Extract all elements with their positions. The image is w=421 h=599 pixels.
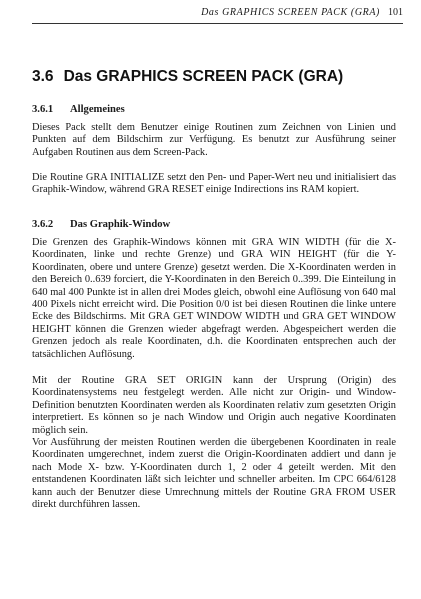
paragraph: Die Routine GRA INITIALIZE setzt den Pen- und Paper-Wert neu und initialisiert das Graphik-Window, während GRA RESET einige Indirections ins RAM kopiert.: [32, 172, 396, 196]
section-heading-graphik-window: [32, 219, 170, 230]
paragraph: Mit der Routine GRA SET ORIGIN kann der Ursprung (Origin) des Koordinatensystems neu festgelegt werden. Alle nicht zur Origin- und Window-Definition benutzten Koordinaten werden als Koordinaten relativ zum gesetzten Origin interpretiert. Es können so je nach Window und Origin auch negative Koordinaten möglich sein.: [32, 375, 396, 436]
running-header: [32, 3, 403, 24]
page-number: 101: [388, 7, 403, 18]
section-number: 3.6.2: [32, 219, 54, 230]
section-number: 3.6.1: [32, 104, 54, 115]
chapter-number: 3.6: [32, 68, 54, 85]
paragraph: Vor Ausführung der meisten Routinen werden die übergebenen Koordinaten in reale Koordinaten umgerechnet, indem zuerst die Origin-Koordinaten addiert und dann je nach Mode X- bzw. Y-Koordinaten durch 1, 2 oder 4 geteilt werden. Mit den entstandenen Koordinaten läßt sich leichter und schneller arbeiten. Im CPC 664/6128 kann auch der Benutzer diese Umrechnung mittels der Routine GRA FROM USER direkt durchführen lassen.: [32, 437, 396, 511]
paragraph: Dieses Pack stellt dem Benutzer einige Routinen zum Zeichnen von Linien und Punkten auf dem Bildschirm zur Verfügung. Es benutzt zur Ausführung seiner Aufgaben Routinen aus dem Screen-Pack.: [32, 122, 396, 158]
section-title: Das Graphik-Window: [70, 219, 171, 230]
chapter-heading: [32, 68, 343, 86]
chapter-title: Das GRAPHICS SCREEN PACK (GRA): [63, 68, 344, 85]
section-title: Allgemeines: [70, 104, 125, 115]
paragraph: Die Grenzen des Graphik-Windows können mit GRA WIN WIDTH (für die X-Koordinaten, linke und rechte Grenze) und GRA WIN HEIGHT (für die Y-Koordinaten, obere und untere Grenze) gesetzt werden. Die X-Koordinaten werden in den Bereich 0..639 forciert, die Y-Koordinaten in den Bereich 0..399. Die Einteilung in 640 mal 400 Punkte ist in allen drei Modes gleich, obwohl eine Auflösung von 640 mal 400 Pixels nicht erreicht wird. Die Position 0/0 ist bei diesen Routinen die linke untere Ecke des Bildschirms. Mit GRA GET WINDOW WIDTH und GRA GET WINDOW HEIGHT können die Grenzen wieder abgefragt werden. Abgespeichert werden die Grenzen jedoch als reale Koordinaten, d.h. die Koordinaten entsprechen auch der tatsächlichen Auflösung.: [32, 237, 396, 360]
running-title: Das GRAPHICS SCREEN PACK (GRA): [201, 7, 380, 18]
section-heading-allgemeines: [32, 104, 125, 115]
